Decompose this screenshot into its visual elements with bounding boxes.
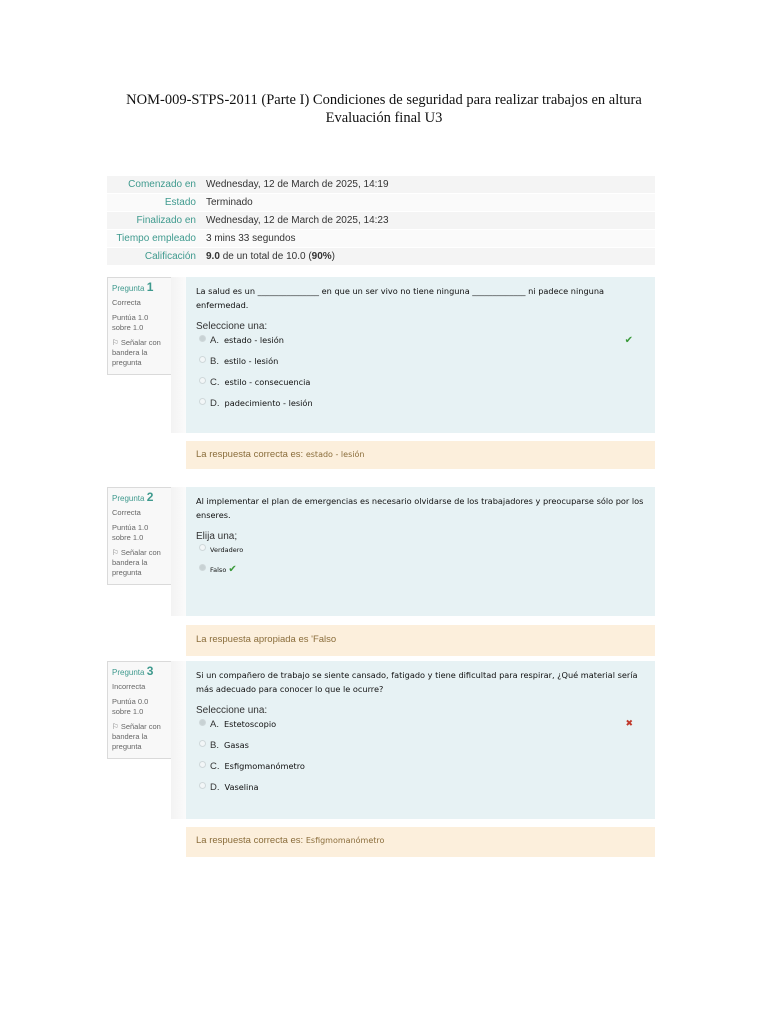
option-letter: C. (210, 377, 220, 388)
summary-row (107, 176, 655, 194)
question-number (112, 492, 168, 504)
option-text: Estetoscopio (223, 719, 277, 729)
question-state: Correcta (112, 298, 141, 307)
title-line-2: Evaluación final U3 (325, 110, 443, 126)
grade-percent: 90% (311, 251, 332, 262)
summary-row (107, 212, 655, 230)
question-grade: Puntúa 0.0 sobre 1.0 (112, 697, 149, 716)
answer-option-d[interactable] (196, 397, 645, 418)
flag-label: Señalar con bandera la pregunta (112, 722, 161, 751)
radio-icon[interactable] (199, 761, 206, 768)
grade-middle: de un total de 10.0 ( (222, 251, 312, 262)
summary-label: Estado (164, 197, 196, 208)
feedback-label: La respuesta correcta es: (196, 835, 304, 846)
option-text: Gasas (223, 740, 249, 750)
feedback-label: La respuesta apropiada es 'Falso (196, 634, 337, 645)
option-letter: D. (210, 782, 220, 793)
question-number (112, 282, 168, 294)
summary-label: Calificación (144, 251, 196, 262)
flag-icon: ⚐ (112, 338, 119, 347)
answer-option-c[interactable] (196, 760, 645, 781)
answer-option-a[interactable] (196, 718, 645, 739)
flag-icon: ⚐ (112, 722, 119, 731)
summary-label: Finalizado en (136, 215, 196, 226)
option-text: Esfigmomanómetro (224, 761, 305, 771)
radio-icon[interactable] (199, 377, 206, 384)
summary-label: Comenzado en (128, 179, 196, 190)
check-icon: ✔ (624, 335, 633, 346)
radio-icon[interactable] (199, 398, 206, 405)
document-title (0, 91, 768, 127)
attempt-summary-table (107, 176, 655, 266)
grade-value (201, 248, 655, 265)
summary-value: Terminado (206, 197, 253, 208)
question-num: 1 (146, 280, 154, 294)
feedback-answer: Esfigmomanómetro (305, 836, 385, 845)
feedback-answer: estado - lesión (305, 450, 365, 459)
answer-option-true[interactable] (196, 544, 645, 564)
question-label: Pregunta (112, 494, 145, 503)
divider-shadow (171, 277, 186, 433)
option-text: Verdadero (210, 546, 244, 554)
answer-option-a[interactable] (196, 334, 645, 355)
option-text: estado - lesión (223, 335, 284, 345)
summary-value: Wednesday, 12 de March de 2025, 14:23 (206, 215, 389, 226)
option-text: Vaselina (224, 782, 259, 792)
divider-shadow (171, 487, 186, 616)
question-prompt: Seleccione una: (196, 321, 268, 332)
question-grade: Puntúa 1.0 sobre 1.0 (112, 523, 149, 542)
option-letter: B. (210, 740, 219, 751)
flag-label: Señalar con bandera la pregunta (112, 338, 161, 367)
summary-row-grade (107, 248, 655, 266)
question-prompt: Elija una; (196, 531, 238, 542)
question-text: La salud es un _______________ en que un ser vivo no tiene ninguna _____________ ni padece ninguna enfermedad. (196, 286, 605, 310)
flag-question-link[interactable] (112, 338, 168, 368)
question-num: 3 (146, 664, 154, 678)
option-text: padecimiento - lesión (224, 398, 313, 408)
feedback-box-1 (186, 441, 655, 469)
question-state: Correcta (112, 508, 141, 517)
option-letter: C. (210, 761, 220, 772)
flag-label: Señalar con bandera la pregunta (112, 548, 161, 577)
flag-question-link[interactable] (112, 722, 168, 752)
question-state: Incorrecta (112, 682, 146, 691)
answer-option-false[interactable] (196, 564, 645, 584)
summary-value: 3 mins 33 segundos (206, 233, 296, 244)
summary-row (107, 230, 655, 248)
flag-question-link[interactable] (112, 548, 168, 578)
question-label: Pregunta (112, 668, 145, 677)
radio-icon[interactable] (199, 544, 206, 551)
option-letter: A. (210, 719, 219, 730)
radio-icon[interactable] (199, 719, 206, 726)
question-text: Si un compañero de trabajo se siente cansado, fatigado y tiene dificultad para respirar, ¿Qué material sería más adecuado para conocer lo que le ocurre? (196, 670, 638, 694)
question-prompt: Seleccione una: (196, 705, 268, 716)
radio-icon[interactable] (199, 782, 206, 789)
feedback-box-2 (186, 625, 655, 656)
question-text: Al implementar el plan de emergencias es necesario olvidarse de los trabajadores y preocuparse sólo por los enseres. (196, 496, 644, 520)
feedback-box-3 (186, 827, 655, 857)
option-letter: A. (210, 335, 219, 346)
title-line-1: NOM-009-STPS-2011 (Parte I) Condiciones de seguridad para realizar trabajos en altura (126, 92, 642, 108)
question-grade: Puntúa 1.0 sobre 1.0 (112, 313, 149, 332)
question-box-3 (186, 661, 655, 819)
cross-icon: ✖ (625, 719, 633, 729)
option-text: Falso (210, 566, 227, 574)
option-text: estilo - lesión (223, 356, 279, 366)
answer-option-b[interactable] (196, 355, 645, 376)
summary-row (107, 194, 655, 212)
option-text: estilo - consecuencia (224, 377, 311, 387)
question-label: Pregunta (112, 284, 145, 293)
check-icon: ✔ (228, 564, 237, 575)
radio-icon[interactable] (199, 335, 206, 342)
grade-end: ) (331, 251, 336, 262)
option-letter: B. (210, 356, 219, 367)
option-letter: D. (210, 398, 220, 409)
question-box-2 (186, 487, 655, 616)
summary-value: Wednesday, 12 de March de 2025, 14:19 (206, 179, 389, 190)
answer-option-d[interactable] (196, 781, 645, 802)
feedback-label: La respuesta correcta es: (196, 449, 304, 460)
answer-option-b[interactable] (196, 739, 645, 760)
question-box-1 (186, 277, 655, 433)
question-num: 2 (146, 490, 154, 504)
divider-shadow (171, 661, 186, 819)
answer-option-c[interactable] (196, 376, 645, 397)
question-info-2 (107, 487, 173, 585)
radio-icon[interactable] (199, 740, 206, 747)
grade-score: 9.0 (206, 251, 220, 262)
radio-icon[interactable] (199, 564, 206, 571)
radio-icon[interactable] (199, 356, 206, 363)
summary-label: Tiempo empleado (116, 233, 196, 244)
question-info-3 (107, 661, 173, 759)
flag-icon: ⚐ (112, 548, 119, 557)
question-info-1 (107, 277, 173, 375)
question-number (112, 666, 168, 678)
